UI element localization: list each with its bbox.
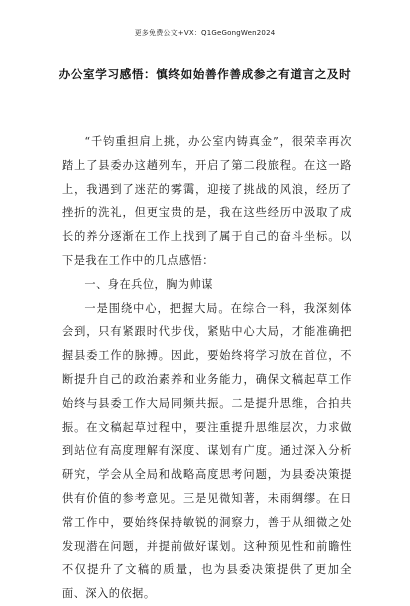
section-heading: 一、身在兵位，胸为帅谋: [84, 277, 213, 291]
body-paragraph: “千钧重担肩上挑，办公室内铸真金”，很荣幸再次踏上了县委办这趟列车，开启了第二段旅程。在这一路上，我遇到了迷茫的雾霭，迎接了挑战的风浪，经历了挫折的洗礼，但更宝贵的是，我在这些经历中汲取了成长的养分逐渐在工作上找到了属于自己的奋斗坐标。以下是我在工作中的几点感悟：: [62, 135, 352, 267]
document-title: 办公室学习感悟：慎终如始善作善成参之有道言之及时: [58, 67, 352, 81]
document-body: [62, 130, 352, 606]
body-paragraph: 一是围绕中心，把握大局。在综合一科，我深刻体会到，只有紧跟时代步伐，紧贴中心大局，才能准确把握县委工作的脉搏。因此，要始终将学习放在首位，不断提升自己的政治素养和业务能力，确保文稿起草工作始终与县委工作大局同频共振。二是提升思维，合拍共振。在文稿起草过程中，要注重提升思维层次，力求做到站位有高度理解有深度、谋划有广度。通过深入分析研究，学会从全局和战略高度思考问题，为县委决策提供有价值的参考意见。三是见微知著，未雨绸缪。在日常工作中，要始终保持敏锐的洞察力，善于从细微之处发现潜在问题，并提前做好谋划。这种预见性和前瞻性不仅提升了文稿的质量，也为县委决策提供了更加全面、深入的依据。: [62, 301, 352, 601]
header-note: 更多免费公文+VX：Q1GeGongWen2024: [134, 29, 276, 37]
